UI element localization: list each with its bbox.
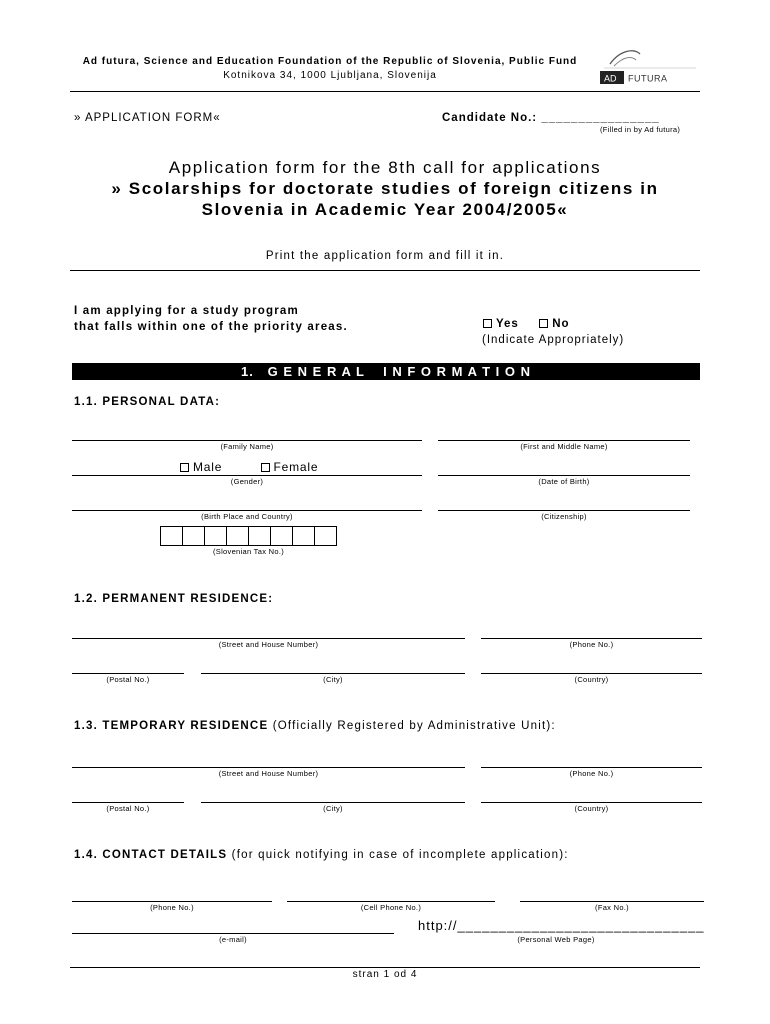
- form-label: » APPLICATION FORM«: [74, 112, 221, 124]
- temporary-country-label: (Country): [574, 804, 609, 813]
- priority-line-1: I am applying for a study program: [74, 305, 299, 317]
- title-line-1: Application form for the 8th call for applications: [168, 158, 602, 177]
- temporary-heading-bold: 1.3. TEMPORARY RESIDENCE: [74, 720, 269, 732]
- cell-phone-field[interactable]: [287, 901, 495, 902]
- priority-options: [483, 318, 570, 330]
- title-line-2: » Scolarships for doctorate studies of foreign citizens in: [111, 179, 659, 198]
- female-label: Female: [273, 460, 319, 474]
- citizenship-label: (Citizenship): [541, 512, 587, 521]
- permanent-country-field[interactable]: [481, 673, 702, 674]
- fax-label: (Fax No.): [595, 903, 629, 912]
- candidate-note: (Filled in by Ad futura): [600, 125, 681, 134]
- permanent-postal-label: (Postal No.): [106, 675, 150, 684]
- instruction: Print the application form and fill it in.: [265, 250, 505, 262]
- temporary-phone-field[interactable]: [481, 767, 702, 768]
- permanent-phone-field[interactable]: [481, 638, 702, 639]
- gender-options: [180, 460, 318, 474]
- permanent-phone-label: (Phone No.): [569, 640, 614, 649]
- birth-place-field[interactable]: [72, 510, 422, 511]
- contact-phone-label: (Phone No.): [150, 903, 194, 912]
- contact-phone-field[interactable]: [72, 901, 272, 902]
- date-of-birth-field[interactable]: [438, 475, 690, 476]
- svg-text:FUTURA: FUTURA: [628, 73, 668, 84]
- temporary-postal-label: (Postal No.): [106, 804, 150, 813]
- web-page-field[interactable]: http://______________________________: [418, 918, 705, 933]
- ad-futura-logo: [600, 44, 700, 88]
- priority-question: [74, 303, 348, 335]
- permanent-country-label: (Country): [574, 675, 609, 684]
- contact-details-heading: [74, 849, 569, 861]
- permanent-residence-heading: 1.2. PERMANENT RESIDENCE:: [74, 593, 274, 605]
- page-number: stran 1 od 4: [352, 969, 418, 980]
- permanent-street-field[interactable]: [72, 638, 465, 639]
- svg-text:AD: AD: [604, 73, 617, 84]
- cell-phone-label: (Cell Phone No.): [360, 903, 422, 912]
- candidate-number: Candidate No.: ________________: [442, 112, 660, 124]
- priority-line-2: that falls within one of the priority areas.: [74, 321, 348, 333]
- header-rule: [70, 91, 700, 92]
- temporary-city-field[interactable]: [201, 802, 465, 803]
- footer-rule: [70, 967, 700, 968]
- title-rule: [70, 270, 700, 271]
- email-field[interactable]: [72, 933, 394, 934]
- temporary-country-field[interactable]: [481, 802, 702, 803]
- gender-field: [72, 475, 422, 476]
- section-1-banner: [72, 363, 700, 380]
- org-name: Ad futura, Science and Education Foundation of the Republic of Slovenia, Public Fund: [82, 56, 578, 67]
- temporary-postal-field[interactable]: [72, 802, 184, 803]
- no-label: No: [552, 318, 570, 330]
- family-name-label: (Family Name): [220, 442, 274, 451]
- first-name-label: (First and Middle Name): [520, 442, 608, 451]
- email-label: (e-mail): [219, 935, 247, 944]
- birth-place-label: (Birth Place and Country): [201, 512, 293, 521]
- permanent-street-label: (Street and House Number): [218, 640, 319, 649]
- temporary-street-label: (Street and House Number): [218, 769, 319, 778]
- title-line-3: Slovenia in Academic Year 2004/2005«: [201, 200, 569, 219]
- no-checkbox[interactable]: [539, 319, 548, 328]
- tax-number-label: (Slovenian Tax No.): [212, 547, 284, 556]
- temporary-heading-rest: (Officially Registered by Administrative Unit):: [268, 720, 556, 732]
- contact-heading-rest: (for quick notifying in case of incomplete application):: [227, 849, 569, 861]
- citizenship-field[interactable]: [438, 510, 690, 511]
- temporary-residence-heading: [74, 720, 556, 732]
- male-label: Male: [193, 460, 223, 474]
- priority-hint: (Indicate Appropriately): [482, 334, 625, 346]
- permanent-city-label: (City): [323, 675, 343, 684]
- yes-label: Yes: [496, 318, 519, 330]
- personal-data-heading: 1.1. PERSONAL DATA:: [74, 396, 221, 408]
- male-checkbox[interactable]: [180, 463, 189, 472]
- fax-field[interactable]: [520, 901, 704, 902]
- page-title: [60, 157, 710, 220]
- female-checkbox[interactable]: [261, 463, 270, 472]
- date-of-birth-label: (Date of Birth): [538, 477, 590, 486]
- section-1-title: 1. G E N E R A L I N F O R M A T I O N: [240, 364, 532, 379]
- temporary-street-field[interactable]: [72, 767, 465, 768]
- yes-checkbox[interactable]: [483, 319, 492, 328]
- permanent-city-field[interactable]: [201, 673, 465, 674]
- first-name-field[interactable]: [438, 440, 690, 441]
- web-page-label: (Personal Web Page): [517, 935, 595, 944]
- family-name-field[interactable]: [72, 440, 422, 441]
- temporary-city-label: (City): [323, 804, 343, 813]
- permanent-postal-field[interactable]: [72, 673, 184, 674]
- gender-label: (Gender): [230, 477, 264, 486]
- contact-heading-bold: 1.4. CONTACT DETAILS: [74, 849, 228, 861]
- temporary-phone-label: (Phone No.): [569, 769, 614, 778]
- org-address: Kotnikova 34, 1000 Ljubljana, Slovenija: [223, 70, 437, 81]
